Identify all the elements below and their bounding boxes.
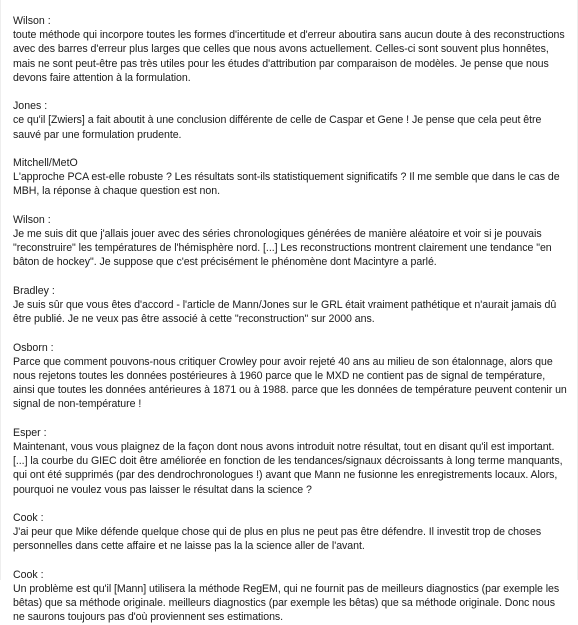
speaker-name: Cook :: [13, 568, 44, 581]
quote-text: Je suis sûr que vous êtes d'accord - l'article de Mann/Jones sur le GRL était vraiment pathétique et n'aurait jamais dû être publié. Je ne veux pas être associé à cette "reconstruction" sur 2000 ans.: [13, 299, 557, 326]
quote-text: J'ai peur que Mike défende quelque chose qui de plus en plus ne peut pas être défendre. Il investit trop de choses personnelles dans cette affaire et ne laisse pas la la science aller de l'avant.: [13, 526, 542, 553]
speaker-name: Mitchell/MetO: [13, 157, 78, 169]
quote-block: [13, 156, 567, 199]
speaker-name: Cook :: [13, 512, 44, 524]
speaker-name: Bradley :: [13, 284, 55, 297]
quote-text: L'approche PCA est-elle robuste ? Les résultats sont-ils statistiquement significatifs ? Il me semble que dans le cas de MBH, la réponse à chaque question est non.: [13, 171, 560, 198]
quote-text: Parce que comment pouvons-nous critiquer Crowley pour avoir rejeté 40 ans au milieu de son étalonnage, alors que nous rejetons toutes les données postérieures à 1960 parce que le MXD ne contient pas de signal de température, ainsi que toutes les données antérieures à 1871 ou à 1988. parce que les données de température peuvent contenir un signal de non-température !: [13, 355, 567, 411]
quote-block: [13, 426, 567, 497]
quote-block: [13, 213, 567, 270]
quote-block: [13, 99, 567, 142]
speaker-name: Wilson :: [13, 213, 51, 226]
quote-block: [13, 511, 567, 554]
quote-block: [13, 284, 567, 327]
quote-text: toute méthode qui incorpore toutes les formes d'incertitude et d'erreur aboutira sans aucun doute à des reconstructions avec des barres d'erreur plus larges que celles que nous avons actuellement. Celles-ci sont souvent plus honnêtes, mais ne sont peut-être pas très utiles pour les études d'attribution par comparaison de modèles. Je pense que nous devons faire attention à la formulation.: [13, 29, 565, 84]
quote-block: [13, 341, 567, 412]
speaker-name: Wilson :: [13, 15, 51, 27]
quote-block: [13, 568, 567, 625]
quote-text: Maintenant, vous vous plaignez de la façon dont nous avons introduit notre résultat, tout en disant qu'il est important. [...] la courbe du GIEC doit être améliorée en fonction de les tendances/signaux décroissants à long terme manquants, qui ont été supprimés (par des dendrochronologues !) avant que Mann ne fusionne les enregistrements locaux. Alors, pourquoi ne voulez vous pas laisser le résultat dans la science ?: [13, 441, 563, 496]
quote-text: Un problème est qu'il [Mann] utilisera la méthode RegEM, qui ne fournit pas de meilleurs diagnostics (par exemple les bêtas) que sa méthode originale. meilleurs diagnostics (par exemple les bêtas) que sa méthode originale. Donc nous ne saurons toujours pas d'où proviennent ses estimations.: [13, 583, 560, 624]
speaker-name: Esper :: [13, 426, 47, 439]
quote-text: ce qu'il [Zwiers] a fait aboutit à une conclusion différente de celle de Caspar et Gene ! Je pense que cela peut être sauvé par une formulation prudente.: [13, 114, 542, 141]
speaker-name: Osborn :: [13, 341, 54, 354]
quote-text: Je me suis dit que j'allais jouer avec des séries chronologiques générées de manière aléatoire et voir si je pouvais "reconstruire" les températures de l'hémisphère nord. [...] Les reconstructions montrent clairement une tendance "en bâton de hockey". Je suppose que c'est précisément le phénomène dont Macintyre a parlé.: [13, 228, 552, 269]
speaker-name: Jones :: [13, 100, 48, 113]
quote-block: [13, 14, 567, 85]
